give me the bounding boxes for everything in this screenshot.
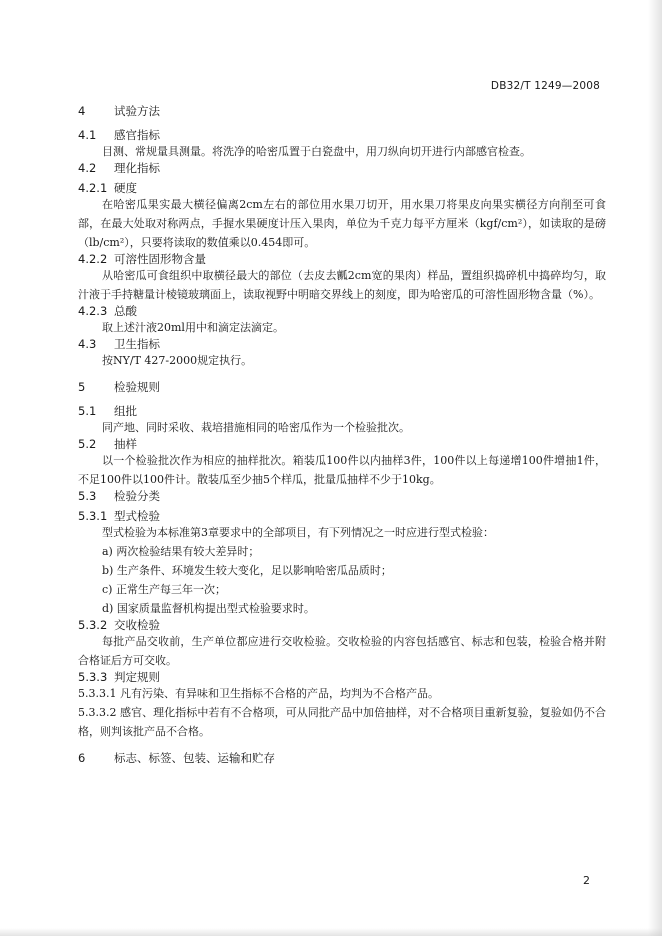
section-heading-5: 5 检验规则 [78, 380, 160, 394]
section-heading-5-3-3: 5.3.3 判定规则 [78, 670, 160, 684]
section-heading-4: 4 试验方法 [78, 104, 160, 118]
section-heading-5-1: 5.1 组批 [78, 404, 137, 418]
document-body [78, 104, 606, 765]
paragraph-5-3-3-2: 5.3.3.2 感官、理化指标中若有不合格项，可从同批产品中加倍抽样，对不合格项目重新复验，复验如仍不合格，则判该批产品不合格。 [78, 706, 606, 738]
section-heading-4-3: 4.3 卫生指标 [78, 337, 160, 351]
scan-edge-shadow [648, 0, 662, 936]
paragraph-5-3-3-1: 5.3.3.1 凡有污染、有异味和卫生指标不合格的产品，均判为不合格产品。 [78, 687, 439, 700]
list-item-d: d) 国家质量监督机构提出型式检验要求时。 [102, 602, 315, 615]
scan-bottom-shadow [0, 928, 662, 936]
section-heading-4-2-2: 4.2.2 可溶性固形物含量 [78, 252, 206, 266]
paragraph-4-2-1: 在哈密瓜果实最大横径偏离2cm左右的部位用水果刀切开，用水果刀将果皮向果实横径方向削至可食部，在最大处取对称两点，手握水果硬度计压入果肉，单位为千克力每平方厘米（kgf/cm²），如读取的是磅（lb/cm²），只要将读取的数值乘以0.454即可。 [78, 198, 606, 249]
section-heading-5-2: 5.2 抽样 [78, 437, 137, 451]
section-heading-4-2: 4.2 理化指标 [78, 161, 160, 175]
section-heading-4-2-3: 4.2.3 总酸 [78, 304, 137, 318]
list-item-a: a) 两次检验结果有较大差异时； [102, 545, 260, 558]
section-heading-5-3-2: 5.3.2 交收检验 [78, 618, 160, 632]
list-item-b: b) 生产条件、环境发生较大变化，足以影响哈密瓜品质时； [102, 564, 392, 577]
paragraph-5-2: 以一个检验批次作为相应的抽样批次。箱装瓜100件以内抽样3件，100件以上每递增100件增抽1件，不足100件以100件计。散装瓜至少抽5个样瓜，批量瓜抽样不少于10kg。 [78, 454, 606, 486]
section-heading-6: 6 标志、标签、包装、运输和贮存 [78, 751, 275, 765]
paragraph-5-3-1: 型式检验为本标准第3章要求中的全部项目，有下列情况之一时应进行型式检验： [102, 526, 494, 539]
section-heading-5-3: 5.3 检验分类 [78, 489, 160, 503]
section-heading-5-3-1: 5.3.1 型式检验 [78, 509, 160, 523]
list-item-c: c) 正常生产每三年一次； [102, 583, 226, 596]
standard-code: DB32/T 1249—2008 [490, 80, 600, 92]
paragraph-4-3: 按NY/T 427-2000规定执行。 [102, 354, 253, 367]
section-heading-4-1: 4.1 感官指标 [78, 128, 160, 142]
paragraph-4-2-3: 取上述汁液20ml用中和滴定法滴定。 [102, 321, 284, 334]
paragraph-5-3-2: 每批产品交收前，生产单位都应进行交收检验。交收检验的内容包括感官、标志和包装，检验合格并附合格证后方可交收。 [78, 635, 606, 667]
page-number: 2 [583, 874, 590, 887]
paragraph-4-1: 目测、常规量具测量。将洗净的哈密瓜置于白瓷盘中，用刀纵向切开进行内部感官检查。 [102, 145, 531, 158]
paragraph-5-1: 同产地、同时采收、栽培措施相同的哈密瓜作为一个检验批次。 [102, 421, 410, 434]
section-heading-4-2-1: 4.2.1 硬度 [78, 181, 137, 195]
paragraph-4-2-2: 从哈密瓜可食组织中取横径最大的部位（去皮去瓤2cm宽的果肉）样品，置组织捣碎机中捣碎均匀，取汁液于手持糖量计棱镜玻璃面上，读取视野中明暗交界线上的刻度，即为哈密瓜的可溶性固形物含量（%）。 [78, 269, 606, 301]
